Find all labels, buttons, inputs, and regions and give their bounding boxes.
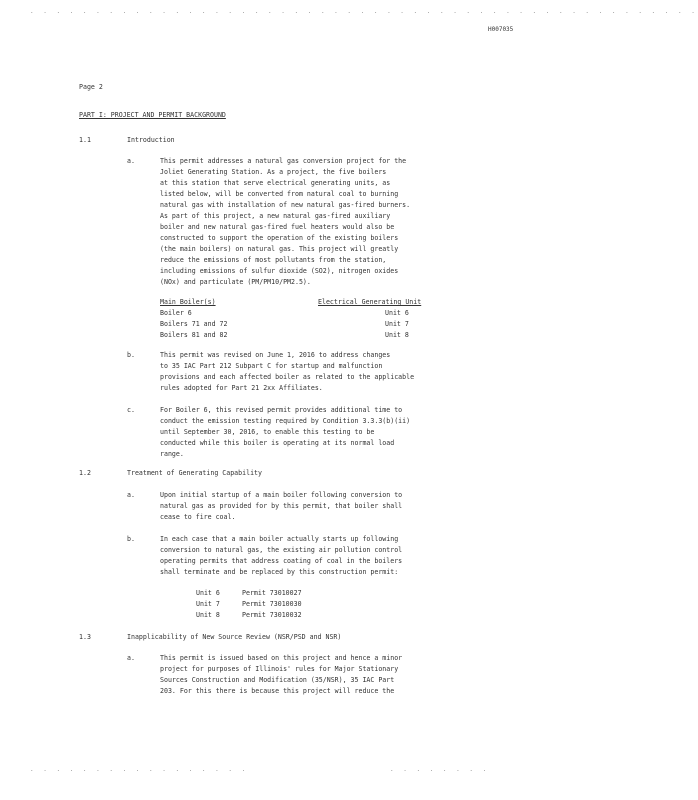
scan-noise-bottom-left: . . . . . . . . . . . . . . . . . — [30, 766, 249, 773]
table-cell-unit: Unit 7 — [385, 320, 409, 328]
permit-number: Permit 73010032 — [242, 611, 302, 619]
paragraph-line: until September 30, 2016, to enable this testing to be — [160, 428, 375, 436]
section-title-introduction: Introduction — [127, 136, 175, 144]
paragraph-line: This permit is issued based on this project and hence a minor — [160, 654, 403, 662]
paragraph-line: conduct the emission testing required by Condition 3.3.3(b)(ii) — [160, 417, 411, 425]
paragraph-line: rules adopted for Part 21 2xx Affiliates. — [160, 384, 323, 392]
paragraph-line: This permit addresses a natural gas conversion project for the — [160, 157, 407, 165]
paragraph-line: For Boiler 6, this revised permit provides additional time to — [160, 406, 403, 414]
item-label-c: c. — [127, 406, 135, 414]
paragraph-line: listed below, will be converted from natural coal to burning — [160, 190, 399, 198]
paragraph-line: boiler and new natural gas-fired fuel heaters would also be — [160, 223, 395, 231]
paragraph-line: conversion to natural gas, the existing air pollution control — [160, 546, 403, 554]
paragraph-line: to 35 IAC Part 212 Subpart C for startup and malfunction — [160, 362, 383, 370]
paragraph-line: range. — [160, 450, 184, 458]
paragraph-line: at this station that serve electrical generating units, as — [160, 179, 391, 187]
item-label-a: a. — [127, 157, 135, 165]
paragraph-line: operating permits that address coating of coal in the boilers — [160, 557, 403, 565]
table-header-boilers: Main Boiler(s) — [160, 298, 216, 306]
paragraph-line: (the main boilers) on natural gas. This project will greatly — [160, 245, 399, 253]
permit-unit: Unit 8 — [196, 611, 220, 619]
item-label-b: b. — [127, 535, 135, 543]
item-label-a: a. — [127, 654, 135, 662]
section-number-1-3: 1.3 — [79, 633, 91, 641]
scan-noise-bottom-right: . . . . . . . . — [390, 766, 490, 773]
paragraph-line: Sources Construction and Modification (35/NSR), 35 IAC Part — [160, 676, 395, 684]
item-label-a: a. — [127, 491, 135, 499]
paragraph-line: 203. For this there is because this project will reduce the — [160, 687, 395, 695]
section-heading: PART I: PROJECT AND PERMIT BACKGROUND — [79, 111, 226, 119]
table-header-units: Electrical Generating Unit — [318, 298, 422, 306]
paragraph-line: provisions and each affected boiler as related to the applicable — [160, 373, 415, 381]
paragraph-line: In each case that a main boiler actually starts up following — [160, 535, 399, 543]
paragraph-line: natural gas as provided for by this permit, that boiler shall — [160, 502, 403, 510]
permit-number: Permit 73010027 — [242, 589, 302, 597]
table-cell-boiler: Boiler 6 — [160, 309, 192, 317]
permit-unit: Unit 7 — [196, 600, 220, 608]
paragraph-line: cease to fire coal. — [160, 513, 236, 521]
section-number-1-2: 1.2 — [79, 469, 91, 477]
paragraph-line: (NOx) and particulate (PM/PM10/PM2.5). — [160, 278, 311, 286]
paragraph-line: reduce the emissions of most pollutants from the station, — [160, 256, 387, 264]
paragraph-line: This permit was revised on June 1, 2016 to address changes — [160, 351, 391, 359]
table-cell-unit: Unit 8 — [385, 331, 409, 339]
document-id: H007035 — [488, 26, 514, 33]
paragraph-line: As part of this project, a new natural gas-fired auxiliary — [160, 212, 391, 220]
paragraph-line: conducted while this boiler is operating at its normal load — [160, 439, 395, 447]
section-title-generating-capability: Treatment of Generating Capability — [127, 469, 262, 477]
page-label: Page 2 — [79, 83, 103, 91]
section-number-1-1: 1.1 — [79, 136, 91, 144]
section-title-new-source-review: Inapplicability of New Source Review (NSR/PSD and NSR) — [127, 633, 342, 641]
permit-number: Permit 73010030 — [242, 600, 302, 608]
paragraph-line: natural gas with installation of new natural gas-fired burners. — [160, 201, 411, 209]
item-label-b: b. — [127, 351, 135, 359]
table-cell-unit: Unit 6 — [385, 309, 409, 317]
paragraph-line: Upon initial startup of a main boiler following conversion to — [160, 491, 403, 499]
scan-noise-top: . . . . . . . . . . . . . . . . . . . . . . . . . . . . . . . . . . . . . . . . . . . . . . . . . . . — [30, 8, 698, 15]
paragraph-line: project for purposes of Illinois' rules for Major Stationary — [160, 665, 399, 673]
paragraph-line: Joliet Generating Station. As a project, the five boilers — [160, 168, 387, 176]
paragraph-line: including emissions of sulfur dioxide (SO2), nitrogen oxides — [160, 267, 399, 275]
table-cell-boiler: Boilers 81 and 82 — [160, 331, 228, 339]
permit-unit: Unit 6 — [196, 589, 220, 597]
table-cell-boiler: Boilers 71 and 72 — [160, 320, 228, 328]
paragraph-line: shall terminate and be replaced by this construction permit: — [160, 568, 399, 576]
paragraph-line: constructed to support the operation of the existing boilers — [160, 234, 399, 242]
